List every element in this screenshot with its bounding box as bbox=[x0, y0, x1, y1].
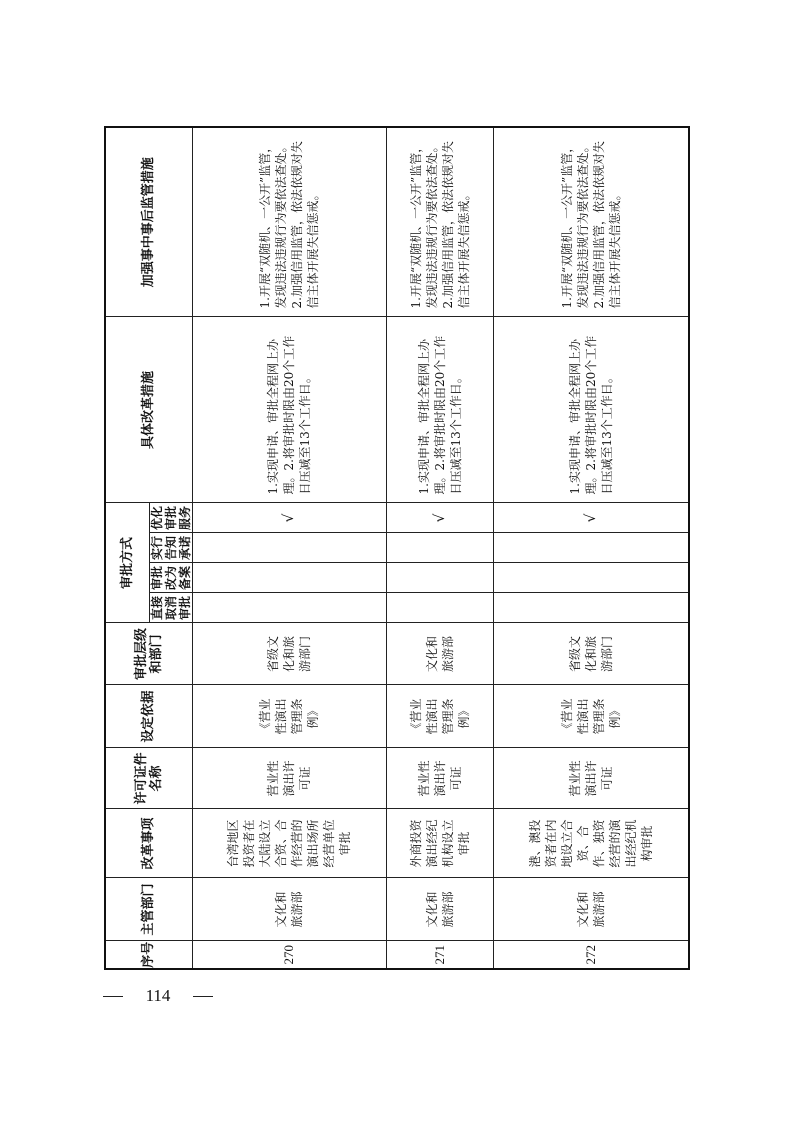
row-method-commitment bbox=[192, 533, 387, 563]
row-seq: 272 bbox=[493, 941, 689, 969]
row-item: 台湾地区投资者在大陆设立合资、合作经营的演出场所经营单位审批 bbox=[192, 809, 387, 878]
row-method-filing bbox=[493, 563, 689, 593]
row-supervision: 1.开展“双随机、一公开”监管，发现违法违规行为要依法查处。2.加强信用监管，依法依规对失信主体开展失信惩戒。 bbox=[192, 127, 387, 317]
row-level: 省级文化和旅游部门 bbox=[493, 623, 689, 685]
row-measures: 1.实现申请、审批全程网上办理。2.将审批时限由20个工作日压减至13个工作日。 bbox=[192, 317, 387, 503]
row-method-filing bbox=[192, 563, 387, 593]
header-dept: 主管部门 bbox=[105, 878, 192, 941]
footer-dash-right bbox=[193, 996, 213, 997]
row-item: 港、澳投资者在内地设立合资、合作、独资经营的演出经纪机构审批 bbox=[493, 809, 689, 878]
row-license: 营业性演出许可证 bbox=[192, 748, 387, 809]
row-measures: 1.实现申请、审批全程网上办理。2.将审批时限由20个工作日压减至13个工作日。 bbox=[387, 317, 493, 503]
header-method-filing: 审批改为备案 bbox=[149, 563, 192, 593]
row-method-optimize-check: √ bbox=[387, 503, 493, 533]
rotated-table-frame bbox=[104, 128, 690, 970]
row-method-filing bbox=[387, 563, 493, 593]
header-measures: 具体改革措施 bbox=[105, 317, 192, 503]
row-method-optimize-check: √ bbox=[493, 503, 689, 533]
page-number: 114 bbox=[145, 986, 171, 1005]
header-basis: 设定依据 bbox=[105, 685, 192, 748]
header-supervision: 加强事中事后监管措施 bbox=[105, 127, 192, 317]
row-basis: 《营业性演出管理条例》 bbox=[387, 685, 493, 748]
row-item: 外商投资演出经纪机构设立审批 bbox=[387, 809, 493, 878]
row-measures: 1.实现申请、审批全程网上办理。2.将审批时限由20个工作日压减至13个工作日。 bbox=[493, 317, 689, 503]
row-dept: 文化和旅游部 bbox=[387, 878, 493, 941]
row-method-optimize-check: √ bbox=[192, 503, 387, 533]
row-seq: 271 bbox=[387, 941, 493, 969]
header-level: 审批层级和部门 bbox=[105, 623, 192, 685]
header-method-cancel: 直接取消审批 bbox=[149, 593, 192, 623]
row-method-commitment bbox=[493, 533, 689, 563]
header-item: 改革事项 bbox=[105, 809, 192, 878]
row-method-cancel bbox=[387, 593, 493, 623]
header-method-optimize: 优化审批服务 bbox=[149, 503, 192, 533]
row-basis: 《营业性演出管理条例》 bbox=[192, 685, 387, 748]
row-level: 省级文化和旅游部门 bbox=[192, 623, 387, 685]
row-method-cancel bbox=[493, 593, 689, 623]
header-license: 许可证件名称 bbox=[105, 748, 192, 809]
row-method-cancel bbox=[192, 593, 387, 623]
row-seq: 270 bbox=[192, 941, 387, 969]
table-row bbox=[493, 127, 689, 969]
row-supervision: 1.开展“双随机、一公开”监管，发现违法违规行为要依法查处。2.加强信用监管，依法依规对失信主体开展失信惩戒。 bbox=[493, 127, 689, 317]
row-level: 文化和旅游部 bbox=[387, 623, 493, 685]
table-row bbox=[192, 127, 387, 969]
row-method-commitment bbox=[387, 533, 493, 563]
reform-table-sheet bbox=[104, 128, 690, 970]
row-dept: 文化和旅游部 bbox=[493, 878, 689, 941]
row-dept: 文化和旅游部 bbox=[192, 878, 387, 941]
header-method-commitment: 实行告知承诺 bbox=[149, 533, 192, 563]
header-row-1 bbox=[105, 127, 149, 969]
row-license: 营业性演出许可证 bbox=[387, 748, 493, 809]
header-method: 审批方式 bbox=[105, 503, 149, 623]
table-row bbox=[387, 127, 493, 969]
row-supervision: 1.开展“双随机、一公开”监管，发现违法违规行为要依法查处。2.加强信用监管，依法依规对失信主体开展失信惩戒。 bbox=[387, 127, 493, 317]
header-seq: 序号 bbox=[105, 941, 192, 969]
row-basis: 《营业性演出管理条例》 bbox=[493, 685, 689, 748]
footer-dash-left bbox=[103, 996, 123, 997]
page-footer bbox=[103, 986, 213, 1006]
reform-items-table bbox=[104, 126, 690, 970]
row-license: 营业性演出许可证 bbox=[493, 748, 689, 809]
